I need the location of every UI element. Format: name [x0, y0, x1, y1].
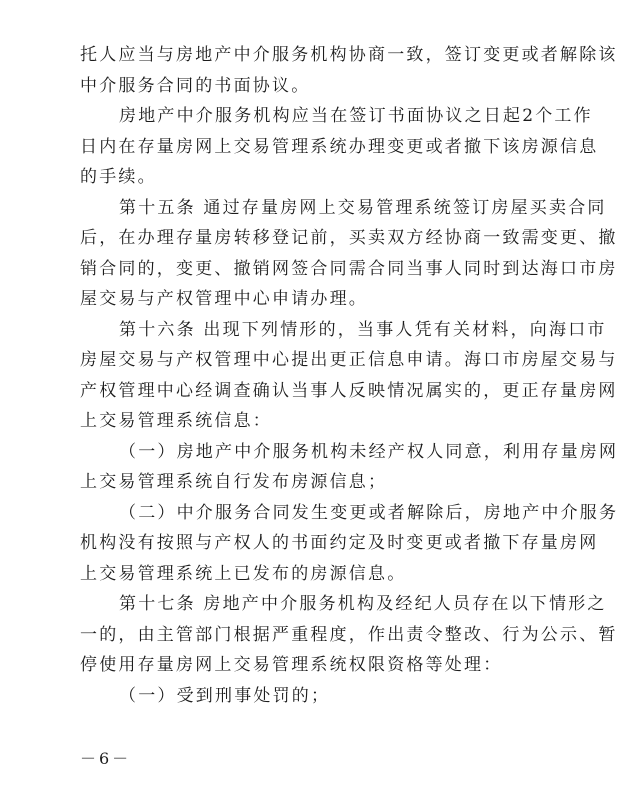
text-line: 上交易管理系统信息： — [80, 411, 272, 431]
text-line: 托人应当与房地产中介服务机构协商一致，签订变更或者解除该 — [80, 45, 618, 65]
text-line: 房屋交易与产权管理中心提出更正信息申请。海口市房屋交易与 — [80, 350, 618, 370]
text-line: 上交易管理系统自行发布房源信息； — [80, 472, 388, 492]
text-line: 上交易管理系统上已发布的房源信息。 — [80, 563, 407, 584]
list-item-line: （二）中介服务合同发生变更或者解除后，房地产中介服务 — [119, 502, 619, 523]
list-item-line: （一）受到刑事处罚的； — [119, 685, 331, 706]
article-17-heading-line: 第十七条 房地产中介服务机构及经纪人员存在以下情形之 — [119, 594, 607, 614]
text-line: 屋交易与产权管理中心申请办理。 — [80, 289, 368, 309]
text-line: 房地产中介服务机构应当在签订书面协议之日起2个工作 — [119, 106, 593, 126]
article-16-heading-line: 第十六条 出现下列情形的，当事人凭有关材料，向海口市 — [119, 319, 607, 340]
list-item-line: （一）房地产中介服务机构未经产权人同意，利用存量房网 — [119, 441, 619, 462]
text-line: 停使用存量房网上交易管理系统权限资格等处理： — [80, 655, 503, 675]
page-number: －6－ — [80, 749, 132, 768]
text-line: 机构没有按照与产权人的书面约定及时变更或者撤下存量房网 — [80, 533, 599, 553]
text-line: 的手续。 — [80, 167, 157, 187]
text-line: 中介服务合同的书面协议。 — [80, 75, 311, 96]
article-15-heading-line: 第十五条 通过存量房网上交易管理系统签订房屋买卖合同 — [119, 197, 607, 218]
text-line: 产权管理中心经调查确认当事人反映情况属实的，更正存量房网 — [80, 380, 618, 401]
text-line: 销合同的，变更、撤销网签合同需合同当事人同时到达海口市房 — [80, 258, 618, 279]
text-line: 日内在存量房网上交易管理系统办理变更或者撤下该房源信息 — [80, 136, 599, 157]
document-body — [80, 40, 619, 711]
text-line: 后，在办理存量房转移登记前，买卖双方经协商一致需变更、撤 — [80, 228, 618, 248]
text-line: 一的，由主管部门根据严重程度，作出责令整改、行为公示、暂 — [80, 624, 618, 645]
